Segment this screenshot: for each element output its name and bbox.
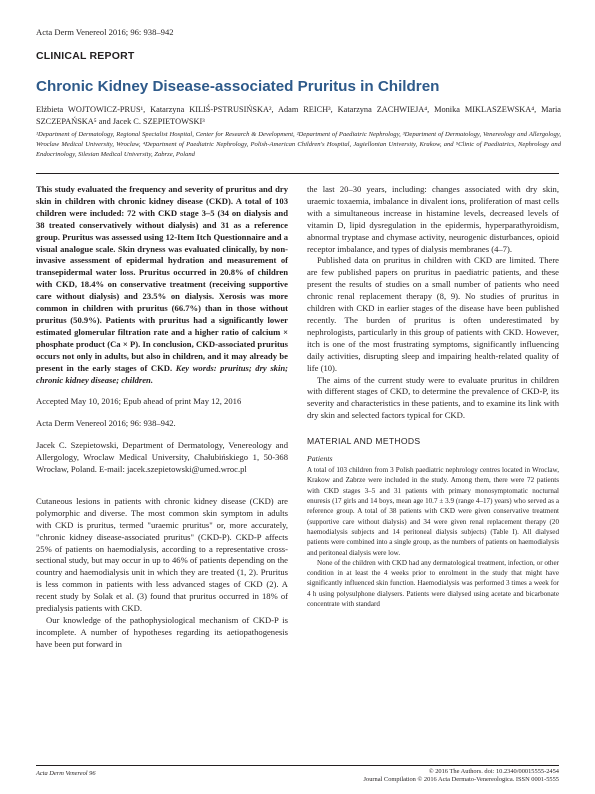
abstract [36, 184, 288, 386]
intro-paragraph-2: Our knowledge of the pathophysiological mechanism of CKD-P is incomplete. A number of hypotheses regarding its aetiopathogenesis have been put forward in [36, 615, 288, 649]
article-type-label: CLINICAL REPORT [36, 50, 135, 62]
intro-paragraph-3: the last 20–30 years, including: changes associated with dry skin, uraemic toxaemia, imbalance in divalent ions, proliferation of mast cells with a simultaneous increase in histamine levels, decreased levels of vitamin D, lipid dysregulation in the epidermis, hyperparathyroidism, abnormal tryptase and chymase activity, neurogenic disturbances, opioid receptor imbalance, and types of dialysis membranes (4–7). [307, 184, 559, 254]
footer-doi: © 2016 The Authors. doi: 10.2340/00015555-2454 [428, 768, 559, 775]
intro-paragraph-4: Published data on pruritus in children with CKD are limited. There are few published papers on pruritus in paediatric patients, and these present the results of studies on a small number of patients who need chronic renal replacement therapy (8, 9). No studies of pruritus in children with CKD in earlier stages of the disease have been published recently. The burden of pruritus is often underestimated by nephrologists, particularly in this group of patients with CKD. However, itch is one of the most frustrating symptoms, significantly influencing daily activities, disrupting sleep and impairing health-related quality of life (10). [307, 255, 559, 373]
right-column [307, 184, 559, 609]
subheading-patients: Patients [307, 454, 333, 464]
intro-paragraph-1: Cutaneous lesions in patients with chronic kidney disease (CKD) are polymorphic and diverse. The most common skin symptom in adults with CKD is pruritus, termed "uraemic pruritus" or, more accurately, "chronic kidney disease-associated pruritus" (CKD-P). CKD-P affects 25% of patients on haemodialysis, according to a representative cross-sectional study, but may occur in up to 46% of patients depending on the country and haemodialysis unit in which they are treated (1, 2). Pruritus is less common in patients with less advanced stages of CKD (2). A recent study by Solak et al. (3) found that pruritus occurred in 18% of predialysis patients with CKD. [36, 495, 288, 614]
journal-citation-header: Acta Derm Venereol 2016; 96: 938–942 [36, 27, 174, 37]
footer-divider [36, 765, 559, 766]
citation-line: Acta Derm Venereol 2016; 96: 938–942. [36, 418, 176, 429]
footer-copyright [364, 768, 559, 785]
keywords-label: Key words: [175, 362, 217, 373]
left-column [36, 184, 288, 651]
affiliations: ¹Department of Dermatology, Regional Specialist Hospital, Center for Research & Development, ²Department of Paediatric Nephrology, ³Department of Dermatology, Venereology and Allergology, Wroclaw Medical University, Wroclaw, ⁴Department of Paediatric Nephrology, Polish-American Children's Hospital, Jagiellonian University, Krakow, and ⁵Clinic of Paediatrics, Nephrology and Endocrinology, Silesian Medical University, Zabrze, Poland [36, 131, 561, 158]
section-heading-methods: MATERIAL AND METHODS [307, 436, 421, 447]
methods-paragraph-2: None of the children with CKD had any dermatological treatment, infection, or other condition in at least the 4 weeks prior to enrolment in the study that might have significantly influenced skin function. Haemodialysis was performed 3 times a week for 4 h using polysulphone dialysers. Patients were dialysed using acetate and bicarbonate concentrate with standard [307, 558, 559, 608]
footer-issn: Journal Compilation © 2016 Acta Dermato-Venereologica. ISSN 0001-5555 [363, 776, 559, 784]
correspondence: Jacek C. Szepietowski, Department of Dermatology, Venereology and Allergology, Wroclaw Medical University, Chałubińskiego 1, 50-368 Wrocław, Poland. E-mail: jacek.szepietowski@umed.wroc.pl [36, 440, 288, 475]
footer-journal: Acta Derm Venereol 96 [36, 770, 96, 777]
article-title: Chronic Kidney Disease-associated Pruritus in Children [36, 78, 440, 95]
author-list: Elżbieta WOJTOWICZ-PRUS¹, Katarzyna KILIŚ-PSTRUSIŃSKA², Adam REICH³, Katarzyna ZACHWIEJA⁴, Monika MIKLASZEWSKA⁴, Maria SZCZEPAŃSKA⁵ and Jacek C. SZEPIETOWSKI³ [36, 105, 561, 126]
accepted-date: Accepted May 10, 2016; Epub ahead of print May 12, 2016 [36, 396, 242, 407]
keywords: pruritus; dry skin; chronic kidney disease; children. [36, 362, 288, 385]
header-divider [36, 173, 559, 174]
abstract-text: This study evaluated the frequency and severity of pruritus and dry skin in children with chronic kidney disease (CKD). A total of 103 children were included: 72 with CKD stage 3–5 (34 on dialysis and 38 treated conservatively without dialysis) and 31 as a reference group. Pruritus was assessed using 12-Item Itch Questionnaire and a visual analogue scale. Skin dryness was evaluated clinically, by non-invasive assessment of epidermal hydration and measurement of transepidermal water loss. Pruritus occurred in 20.8% of children with CKD, 18.4% on conservative treatment (receiving supportive care without dialysis) and 23.5% on dialysis. Xerosis was more common in children with pruritus (66.7%) than in those without pruritus (50.9%). Patients with pruritus had a significantly lower estimated glomerular filtration rate and a higher ratio of calcium × phosphate product (Ca × P). In conclusion, CKD-associated pruritus occurs not only in adults, but also in children, and it may already be present in the early stages of CKD. [36, 184, 288, 373]
methods-paragraph-1: A total of 103 children from 3 Polish paediatric nephrology centres located in Wroclaw, Krakow and Zabrze were included in the study. Among them, there were 72 patients with CKD stages 3–5 and 31 patients with primary monosymptomatic nocturnal enuresis (17 girls and 14 boys, mean age 10.7 ± 3.9 (range 4–17) years) who served as a reference group. A total of 38 patients with CKD were given conservative treatment (supportive care without dialysis) and 34 were given renal replacement therapy (20 haemodialysis subjects and 14 peritoneal dialysis subjects) (Table I). All dialysed patients were combined into a single group, as the numbers of patients on haemodialysis and peritoneal dialysis were low. [307, 466, 559, 557]
intro-paragraph-5: The aims of the current study were to evaluate pruritus in children with different stages of CKD, to determine the prevalence of CKD-P, its severity and characteristics in these patients, and to examine its link with dry skin and selected factors typical for CKD. [307, 374, 559, 421]
